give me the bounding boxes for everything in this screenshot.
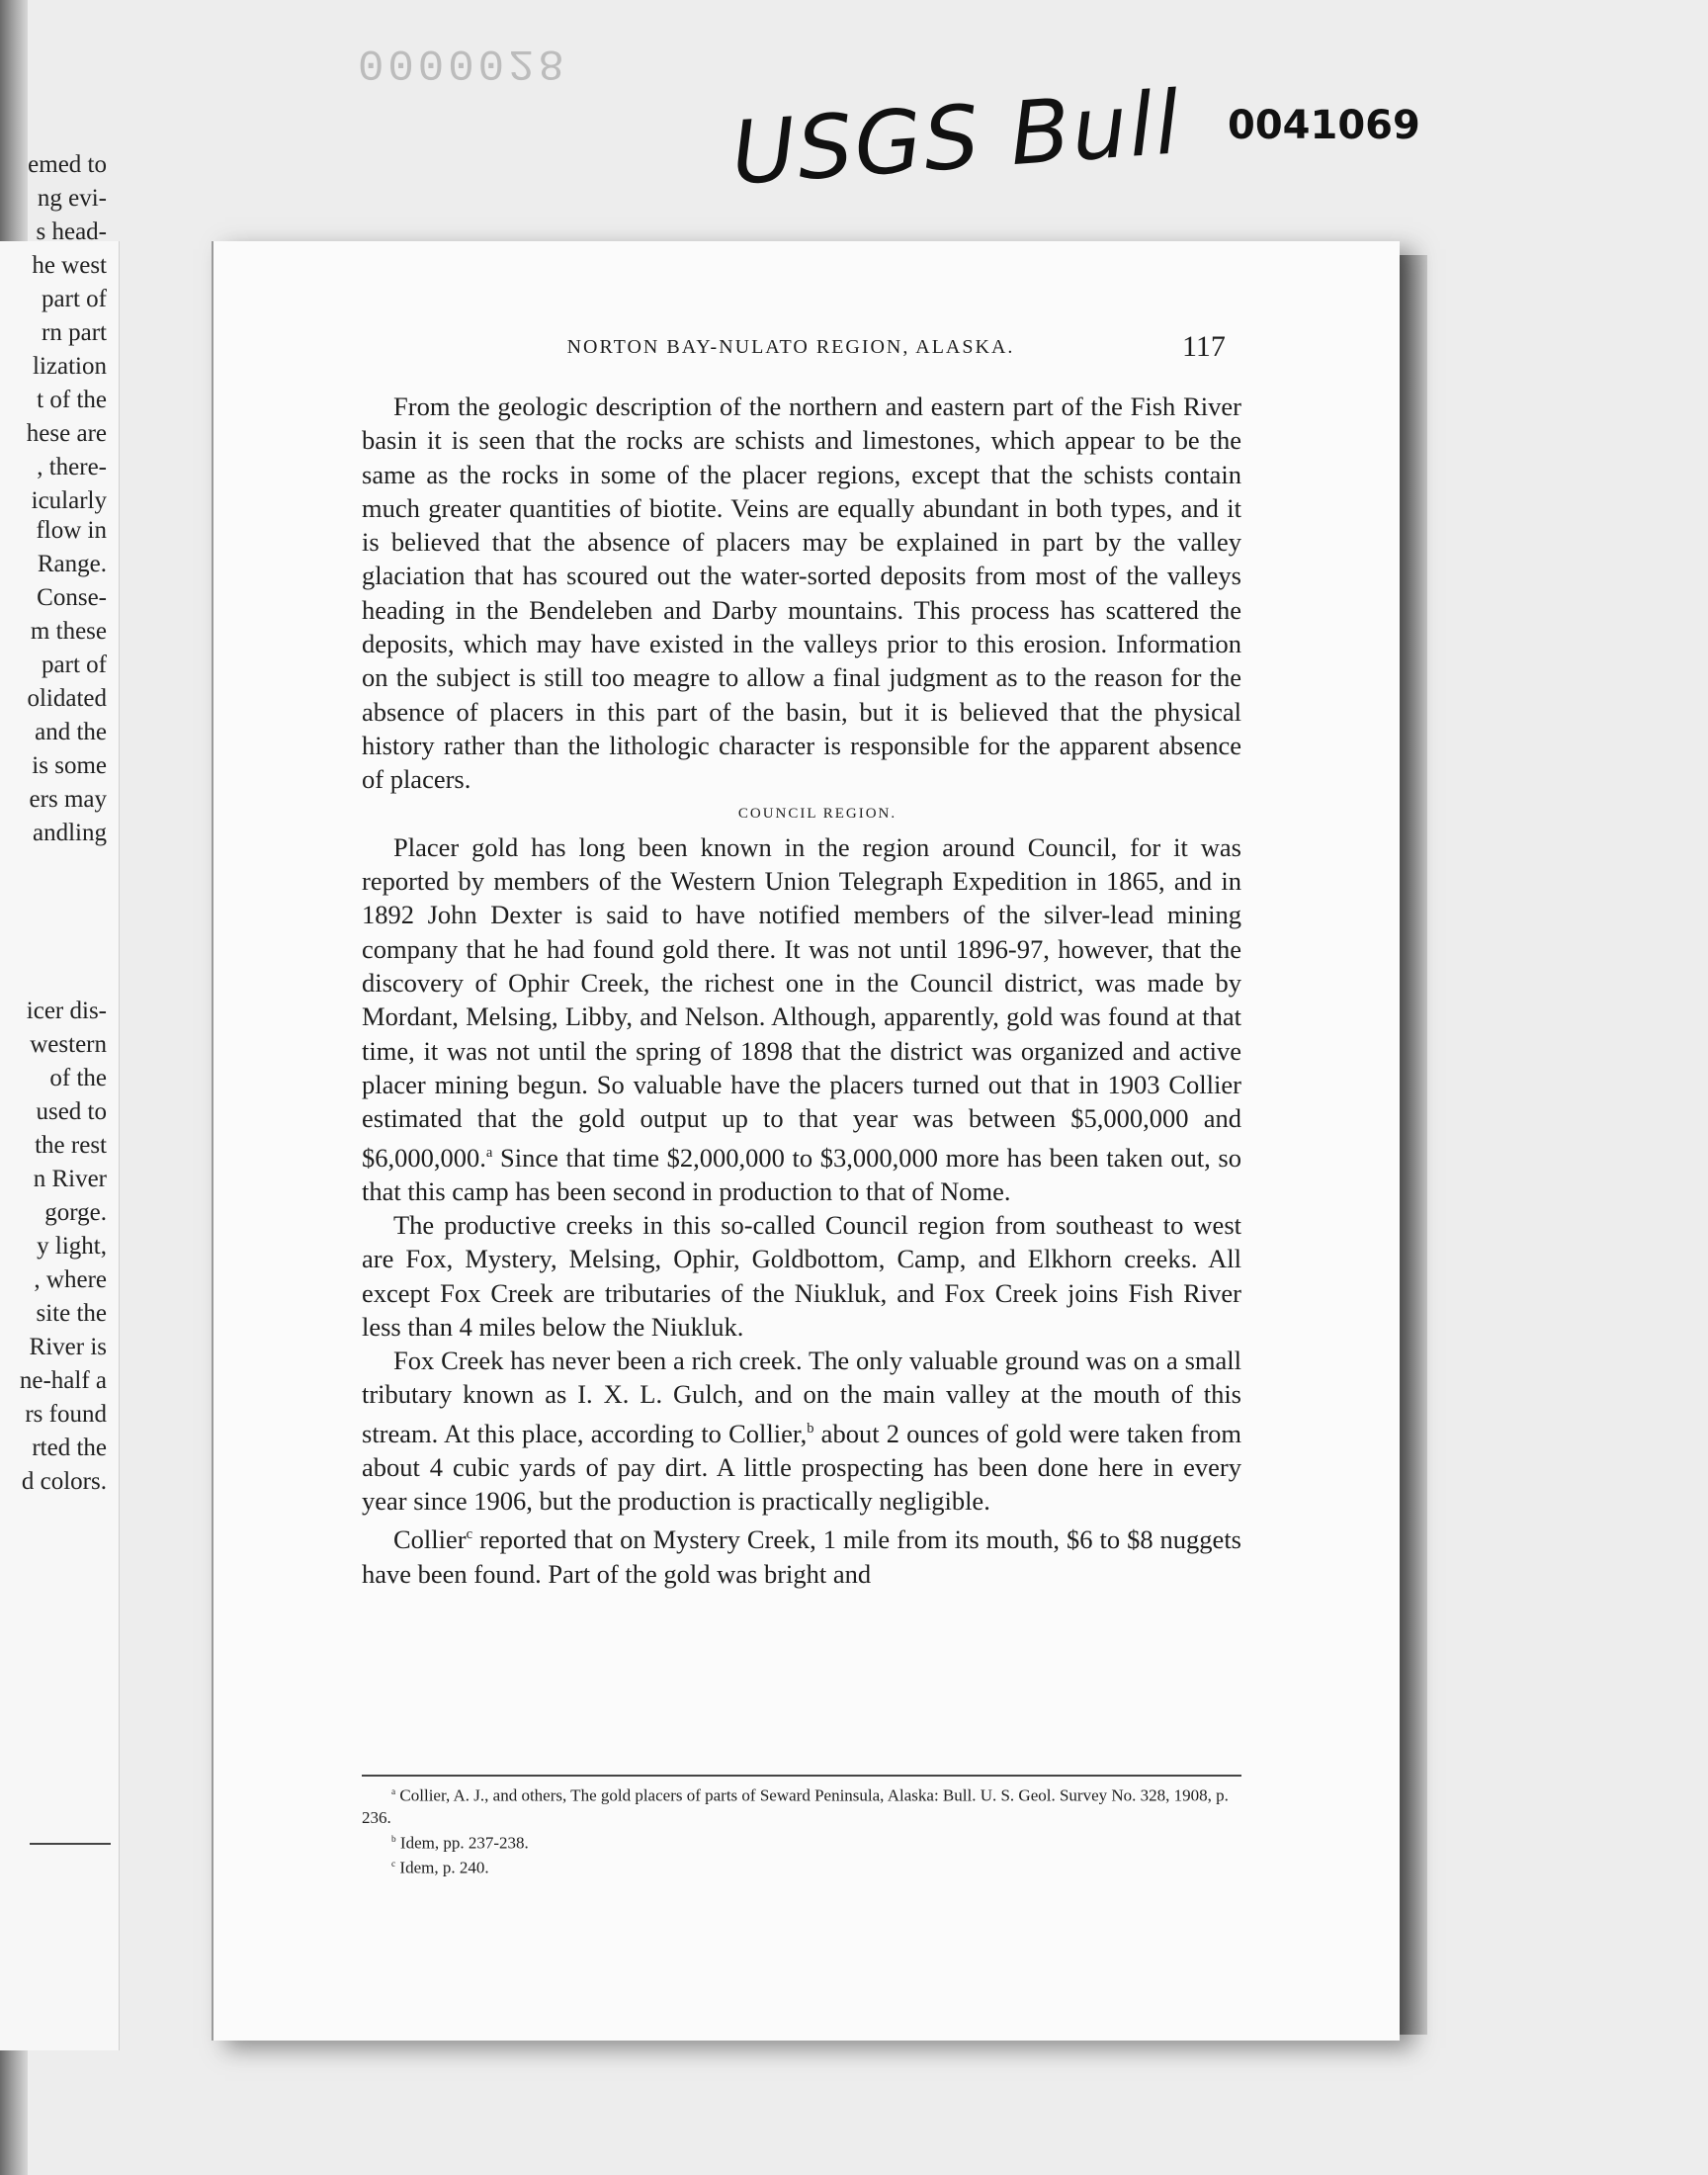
footnote — [362, 1782, 1241, 1829]
footnote-ref: b — [807, 1420, 814, 1436]
facing-page-line: , there- — [37, 454, 107, 480]
facing-page-line: rted the — [32, 1435, 107, 1461]
facing-page-line: hese are — [26, 420, 107, 447]
facing-page-line: Conse- — [37, 584, 107, 611]
facing-page-line: n River — [33, 1166, 107, 1192]
facing-page-line: rn part — [42, 319, 107, 346]
footnote-text: Collier, A. J., and others, The gold placers of parts of Seward Peninsula, Alaska: Bull. U. S. Geol. Survey No. 328, 1908, p. 236. — [362, 1785, 1229, 1827]
facing-page-line: icularly — [31, 487, 107, 514]
archive-stamp: 0000028 — [358, 38, 568, 87]
paragraph-text: reported that on Mystery Creek, 1 mile from its mouth, $6 to $8 nuggets have been found. Part of the gold was bright and — [362, 1524, 1241, 1589]
footnote-text: Idem, pp. 237-238. — [395, 1833, 529, 1853]
facing-page-line: western — [30, 1031, 107, 1058]
facing-page-line: ne-half a — [19, 1367, 107, 1394]
paragraph: From the geologic description of the northern and eastern part of the Fish River basin it is seen that the rocks are schists and limestones, which appear to be the same as the rocks in some of the placer regions, except that the schists contain much greater quantities of biotite. Veins are equally abundant in both types, and it is believed that the absence of placers may be explained in part by the valley glaciation that has scoured out the water-sorted deposits from most of the valleys heading in the Bendeleben and Darby mountains. This process has scattered the deposits, which may have existed in the valleys prior to this erosion. Information on the subject is still too meagre to allow a final judgment as to the reason for the absence of placers in this part of the basin, but it is believed that the physical history rather than the lithologic character is responsible for the apparent absence of placers. — [362, 392, 1241, 795]
page-number: 117 — [1182, 330, 1226, 363]
footnote-ref: a — [485, 1144, 493, 1161]
facing-page-line: icer dis- — [26, 998, 107, 1024]
footnotes — [362, 1782, 1241, 1879]
facing-page-line: site the — [36, 1300, 107, 1327]
facing-page-line: emed to — [28, 151, 107, 178]
footnote-ref: c — [466, 1526, 473, 1543]
footnote-mark: c — [391, 1860, 396, 1870]
facing-page-line: olidated — [27, 685, 107, 712]
facing-page-line: rs found — [25, 1401, 107, 1428]
facing-page-line: d colors. — [21, 1468, 107, 1495]
facing-page-line: part of — [42, 652, 107, 678]
facing-page-line: used to — [36, 1098, 107, 1125]
paragraph — [362, 830, 1241, 1208]
section-heading: COUNCIL REGION. — [737, 805, 897, 822]
paragraph — [362, 1518, 1241, 1590]
paragraph-text: about 2 ounces of gold were taken from about 4 cubic yards of pay dirt. A little prospecting has been done here in every year since 1906, but the production is practically negligible. — [362, 1418, 1241, 1517]
handwritten-note: USGS Bull — [727, 71, 1185, 205]
facing-page-line: lization — [33, 353, 107, 380]
facing-page-line: of the — [49, 1065, 107, 1091]
facing-page-line: m these — [30, 618, 107, 645]
facing-page-line: Range. — [37, 551, 107, 577]
facing-page-line: y light, — [37, 1233, 107, 1260]
paragraph — [362, 1344, 1241, 1518]
facing-page-line: the rest — [35, 1132, 107, 1159]
facing-page-line: flow in — [36, 517, 107, 544]
paragraph-text: Collier — [393, 1524, 467, 1555]
facing-page-line: is some — [32, 752, 107, 779]
footnote-mark: b — [391, 1834, 396, 1845]
page-edge — [1398, 255, 1427, 2035]
facing-page-line: and the — [35, 719, 107, 745]
facing-page-line: t of the — [37, 387, 107, 413]
facing-page-line: andling — [33, 820, 107, 846]
paragraph-text: Fox Creek has never been a rich creek. The only valuable ground was on a small tributary known as I. X. L. Gulch, and on the main valley at the mouth of this stream. At this place, according to Collier, — [362, 1346, 1241, 1448]
paragraph-text: Since that time $2,000,000 to $3,000,000 more has been taken out, so that this camp has been second in production to that of Nome. — [362, 1142, 1241, 1206]
footnote — [362, 1854, 1241, 1879]
facing-page-line: gorge. — [44, 1199, 107, 1226]
facing-page-line: s head- — [36, 218, 107, 245]
facing-page-line: ers may — [29, 786, 107, 813]
running-head: NORTON BAY-NULATO REGION, ALASKA. — [566, 336, 1015, 358]
facing-page-line: ng evi- — [37, 185, 107, 212]
facing-page-line: he west — [32, 252, 107, 279]
facing-page-line: River is — [29, 1334, 107, 1360]
body-text — [362, 390, 1241, 1591]
paragraph-text: Placer gold has long been known in the region around Council, for it was reported by members of the Western Union Telegraph Expedition in 1865, and in 1892 John Dexter is said to have notified members of the silver-lead mining company that he had found gold there. It was not until 1896-97, however, that the discovery of Ophir Creek, the richest one in the Council district, was made by Mordant, Melsing, Libby, and Nelson. Although, apparently, gold was found at that time, it was not until the spring of 1898 that the district was organized and active placer mining begun. So valuable have the placers turned out that in 1903 Collier estimated that the gold output up to that year was between $5,000,000 and $6,000,000. — [362, 831, 1241, 1173]
footnote-rule — [362, 1775, 1241, 1777]
footnote-text: Idem, p. 240. — [395, 1858, 489, 1877]
facing-page-footnote-rule — [30, 1843, 111, 1845]
footnote — [362, 1829, 1241, 1855]
footnote-mark: a — [391, 1787, 396, 1797]
paragraph: The productive creeks in this so-called Council region from southeast to west are Fox, Mystery, Melsing, Ophir, Goldbottom, Camp, and Elkhorn creeks. All except Fox Creek are tributaries of the Niukluk, and Fox Creek joins Fish River less than 4 miles below the Niukluk. — [362, 1209, 1241, 1342]
facing-page-line: part of — [42, 286, 107, 312]
facing-page-fragment — [0, 151, 120, 2050]
facing-page-line: , where — [34, 1266, 107, 1293]
handwritten-number: 0041069 — [1228, 103, 1420, 148]
